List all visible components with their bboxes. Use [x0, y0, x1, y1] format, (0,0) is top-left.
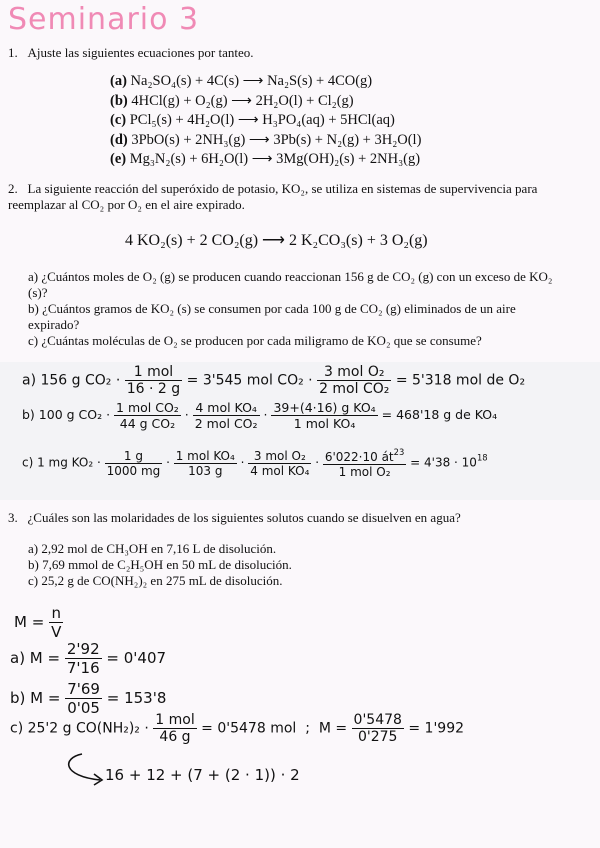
hw-answer-2b: b) 100 g CO₂ · $\frac{\text{1 mol CO₂}}{\text{44 g CO₂}}$ · $\frac{\text{4 mol KO₄}}{\text{2 mol CO₂}}$ · $\frac{\text{39+(4·16) g KO₄}}{\text{1 mol KO₄}}$ = 468'18 g de KO₄: [22, 400, 498, 431]
hw-molarity-formula: M = $\frac{n}{V}$: [14, 604, 62, 641]
hw-molar-mass-calc: 16 + 12 + (7 + (2 · 1)) · 2: [105, 766, 300, 784]
question-1: [8, 45, 254, 61]
question-number: 1.: [8, 45, 18, 60]
page-title: Seminario 3: [8, 2, 200, 37]
equation-d: (d) 3PbO(s) + 2NH₃(g) ⟶ 3Pb(s) + N₂(g) + 3H₂O(l): [110, 131, 422, 148]
hw-answer-2c: c) 1 mg KO₂ · $\frac{1 g}{1000 mg}$ · $\frac{\text{1 mol KO₄}}{103 g}$ · $\frac{\text{3 mol O₂}}{\text{4 mol KO₄}}$ · $\frac{6'022\cdot 10 át^{23}}{\text{1 mol O₂}}$ = $4'38 \cdot 10^{18}$: [22, 447, 488, 479]
question-2: 2. La siguiente reacción del superóxido de potasio, KO₂, se utiliza en sistemas de supervivencia para reemplazar al CO₂ por O₂ en el aire expirado.: [8, 181, 538, 212]
question-2-parts: a) ¿Cuántos moles de O₂ (g) se producen cuando reaccionan 156 g de CO₂ (g) con un exceso de KO₂ (s)? b) ¿Cuántos gramos de KO₂ (s) se consumen por cada 100 g de CO₂ (g) eliminados de un aire expirado? c) ¿Cuántas moléculas de O₂ se producen por cada miligramo de KO₂ que se consume?: [28, 269, 596, 349]
hw-answer-3c: c) 25'2 g CO(NH₂)₂ · $\frac{\text{1 mol}}{46 g}$ = 0'5478 mol ; M = $\frac{0'5478}{0'275}$ = 1'992: [10, 712, 465, 745]
part-a: a) ¿Cuántos moles de O₂ (g) se producen cuando reaccionan 156 g de CO₂ (g) con un exceso de KO₂: [28, 269, 553, 284]
question-3-parts: [28, 541, 292, 589]
part-c: c) ¿Cuántas moléculas de O₂ se producen por cada miligramo de KO₂ que se consume?: [28, 333, 482, 348]
question-3: 3. ¿Cuáles son las molaridades de los siguientes solutos cuando se disuelven en agua?: [8, 510, 461, 525]
hw-answer-3a: a) M = $\frac{2'92}{7'16}$ = 0'407: [10, 640, 167, 677]
part-a: a) 2,92 mol de CH₃OH en 7,16 L de disolución.: [28, 541, 277, 556]
part-b: b) 7,69 mmol de C₂H₅OH en 50 mL de disolución.: [28, 557, 292, 572]
question-text: Ajuste las siguientes ecuaciones por tanteo.: [27, 45, 254, 60]
reaction-equation: 4 KO₂(s) + 2 CO₂(g) ⟶ 2 K₂CO₃(s) + 3 O₂(g): [125, 232, 428, 249]
equation-c: (c) PCl₅(s) + 4H₂O(l) ⟶ H₃PO₄(aq) + 5HCl(aq): [110, 112, 395, 128]
equation-list: [110, 72, 421, 170]
hw-answer-3b: b) M = $\frac{7'69}{0'05}$ = 153'8: [10, 680, 167, 717]
hw-answer-2a: a) 156 g CO₂ · $\frac{\text{1 mol}}{16 \cdot 2 g}$ = 3'545 mol CO₂ · $\frac{\text{3 mol O₂}}{\text{2 mol CO₂}}$ = 5'318 mol de O₂: [22, 364, 526, 397]
equation-e: (e) Mg₃N₂(s) + 6H₂O(l) ⟶ 3Mg(OH)₂(s) + 2NH₃(g): [110, 151, 421, 167]
equation-a: (a) Na₂SO₄(s) + 4C(s) ⟶ Na₂S(s) + 4CO(g): [110, 73, 373, 89]
part-b: b) ¿Cuántos gramos de KO₂ (s) se consumen por cada 100 g de CO₂ (g) eliminados de un aire: [28, 301, 516, 316]
equation-b: (b) 4HCl(g) + O₂(g) ⟶ 2H₂O(l) + Cl₂(g): [110, 92, 354, 109]
part-c: c) 25,2 g de CO(NH₂)₂ en 275 mL de disolución.: [28, 573, 283, 588]
